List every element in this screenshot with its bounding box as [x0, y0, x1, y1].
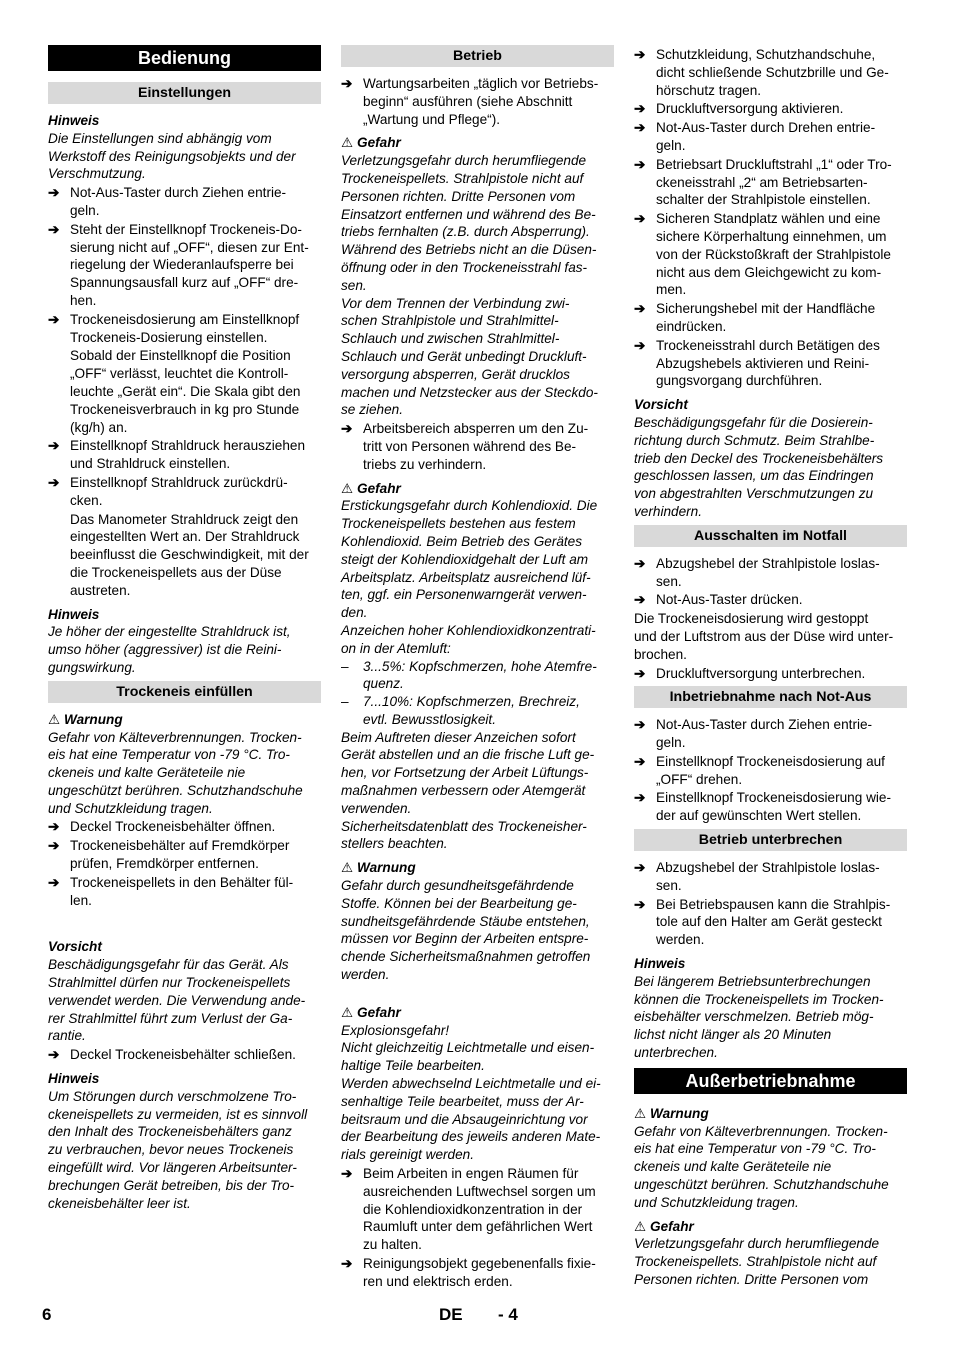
warning-icon: ⚠ [341, 1004, 354, 1020]
text-line: Bei Betriebspausen kann die Strahlpis- [656, 896, 891, 912]
text-line: sierung nicht auf „OFF“, diesen zur Ent- [70, 239, 309, 255]
text-line: Bei längerem Betriebsunterbrechungen [634, 973, 871, 989]
text-line: tritt von Personen während des Be- [363, 438, 577, 454]
text-line: eindrücken. [656, 318, 727, 334]
arrow-icon: ➔ [48, 185, 60, 201]
text-line: Not-Aus-Taster durch Ziehen entrie- [656, 717, 873, 733]
text-line: ckeneisstrahl „2“ am Betriebsarten- [656, 174, 868, 190]
text-line: von abgestrahlten Verschmutzungen zu [634, 486, 874, 502]
step-item [48, 437, 321, 473]
text-line: Erstickungsgefahr durch Kohlendioxid. Die [341, 498, 598, 514]
step-item [48, 311, 321, 347]
step-item [341, 1165, 614, 1254]
step-item [634, 119, 907, 155]
text-line: Schutzkleidung, Schutzhandschuhe, [656, 47, 876, 62]
text-line: Not-Aus-Taster durch Ziehen entrie- [70, 185, 287, 201]
warning-label: ⚠ Warnung [634, 1105, 709, 1121]
text-line: Spannungsausfall kurz auf „OFF“ dre- [70, 275, 299, 291]
sub-page-number: - 4 [498, 1305, 518, 1324]
text-line: Stoffe. Können bei der Bearbeitung ge- [341, 895, 577, 911]
text-line: eingestellten Wert an. Der Strahldruck [70, 529, 300, 545]
subsection-betrieb-unterbrechen: Betrieb unterbrechen [634, 829, 907, 851]
text-line: sen. [341, 277, 367, 293]
column-3 [634, 45, 907, 1289]
text-line: Trockeneisbehälter auf Fremdkörper [70, 838, 290, 854]
text-line: Das Manometer Strahldruck zeigt den [70, 511, 299, 527]
text-line: 7...10%: Kopfschmerzen, Brechreiz, [363, 694, 580, 710]
text-line: Trockeneisverbrauch in kg pro Stunde [70, 401, 300, 417]
text-line: Sobald der Einstellknopf die Position [70, 348, 291, 364]
arrow-icon: ➔ [634, 301, 646, 317]
arrow-icon: ➔ [341, 421, 353, 437]
text-line: gungsvorgang durchführen. [656, 373, 823, 389]
dash-item [341, 693, 614, 729]
caution-text [634, 414, 907, 521]
dash-icon: – [341, 694, 349, 710]
arrow-icon: ➔ [341, 1166, 353, 1182]
step-item [634, 859, 907, 895]
text-line: Verletzungsgefahr durch herumfliegende [634, 1236, 880, 1252]
text-line: ausreichenden Luftwechsel sorgen um [363, 1183, 596, 1199]
step-item [634, 46, 907, 99]
step-item [634, 555, 907, 591]
warning-icon: ⚠ [341, 480, 354, 496]
text-line: Abzugshebel der Strahlpistole loslas- [656, 860, 880, 876]
column-2 [341, 45, 614, 1292]
section-title-ausserbetriebnahme: Außerbetriebnahme [634, 1068, 907, 1094]
subsection-trockeneis-einfuellen: Trockeneis einfüllen [48, 681, 321, 703]
text-line: rer Strahlmittel führt zum Verlust der Ga- [48, 1010, 293, 1026]
step-item [634, 337, 907, 390]
text-line: Not-Aus-Taster drücken. [656, 592, 803, 608]
text-line: versorgung absperren, Gerät drucklos [341, 366, 570, 382]
step-item [341, 1255, 614, 1291]
text-line: Personen richten. Dritte Personen vom [341, 188, 576, 204]
text-line: hen, vor Fortsetzung der Arbeit Lüftungs- [341, 765, 589, 781]
text-line: verwenden. [341, 800, 412, 816]
text-line: Arbeitsplatz. Arbeitsplatz ausreichend lüf- [341, 569, 591, 585]
text-line: machen und Netzstecker aus der Steckdo- [341, 384, 598, 400]
text-line: beeinflusst die Geschwindigkeit, mit der [70, 547, 309, 563]
text-line: chende Sicherheitsmaßnahmen getroffen [341, 949, 591, 965]
paragraph [634, 610, 907, 663]
arrow-icon: ➔ [48, 819, 60, 835]
text-line: richtung durch Schmutz. Beim Strahlbe- [634, 432, 875, 448]
text-line: sen. [656, 573, 682, 589]
arrow-icon: ➔ [48, 474, 60, 490]
text-line: umso höher (aggressiver) ist die Reini- [48, 642, 282, 658]
step-item [634, 210, 907, 299]
text-line: Gefahr von Kälteverbrennungen. Trocken- [48, 729, 302, 745]
arrow-icon: ➔ [48, 221, 60, 237]
danger-label: ⚠ Gefahr [341, 1004, 401, 1020]
text-line: brochen. [634, 646, 687, 662]
arrow-icon: ➔ [634, 896, 646, 912]
step-item [48, 184, 321, 220]
warning-icon: ⚠ [341, 135, 354, 151]
text-line: trieb den Deckel des Trockeneisbehälters [634, 450, 884, 466]
text-line: die Kohlendioxidkonzentration in der [363, 1201, 583, 1217]
arrow-icon: ➔ [634, 790, 646, 806]
text-line: ungeschützt berühren. Schutzhandschuhe [48, 782, 303, 798]
text-line: Reinigungsobjekt gegebenenfalls fixie- [363, 1256, 596, 1271]
subsection-inbetriebnahme-nach-not-aus: Inbetriebnahme nach Not-Aus [634, 686, 907, 708]
step-item [634, 665, 907, 683]
text-line: müssen vor Beginn der Arbeiten entspre- [341, 931, 589, 947]
text-line: Sicherungshebel mit der Handfläche [656, 301, 876, 317]
text-line: rantie. [48, 1028, 86, 1044]
warning-label: ⚠ Warnung [48, 711, 123, 727]
danger-text [341, 497, 614, 657]
text-line: rials gereinigt werden. [341, 1147, 474, 1163]
text-line: beginn“ ausführen (siehe Abschnitt [363, 93, 573, 109]
subsection-einstellungen: Einstellungen [48, 82, 321, 104]
text-line: Gefahr von Kälteverbrennungen. Trocken- [634, 1123, 888, 1139]
text-line: „Wartung und Pflege“). [363, 111, 501, 127]
caution-label: Vorsicht [634, 397, 688, 413]
step-item [341, 75, 614, 128]
text-line: Beschädigungsgefahr für das Gerät. Als [48, 957, 289, 973]
text-line: maßnahmen verbessern oder Atemgerät [341, 783, 586, 799]
text-line: steigt der Kohlendioxidgehalt der Luft am [341, 551, 589, 567]
text-line: Not-Aus-Taster durch Drehen entrie- [656, 120, 876, 136]
warning-label: ⚠ Warnung [341, 860, 416, 876]
text-line: zu verbrauchen, bevor neues Trockeneis [48, 1142, 294, 1158]
text-line: nicht aus dem Gleichgewicht zu kom- [656, 264, 882, 280]
text-line: triebs zu verhindern. [363, 456, 487, 472]
text-line: austreten. [70, 582, 131, 598]
text-line: ten, ggf. ein Personenwarngerät verwen- [341, 587, 587, 603]
text-line: se ziehen. [341, 402, 403, 418]
text-line: Trockeneispellets. Strahlpistole nicht auf [634, 1254, 877, 1270]
text-line: Deckel Trockeneisbehälter schließen. [70, 1047, 296, 1063]
warning-text [341, 877, 614, 984]
step-item [634, 716, 907, 752]
text-line: Vor dem Trennen der Verbindung zwi- [341, 295, 570, 311]
text-line: der auf gewünschten Wert stellen. [656, 808, 862, 824]
text-line: und Schutzkleidung tragen. [634, 1194, 799, 1210]
text-line: stellers beachten. [341, 836, 448, 852]
text-line: zu halten. [363, 1237, 422, 1253]
text-line: len. [70, 892, 92, 908]
text-line: ungeschützt berühren. Schutzhandschuhe [634, 1177, 889, 1193]
text-line: Während des Betriebs nicht an die Düsen- [341, 242, 597, 258]
arrow-icon: ➔ [634, 717, 646, 733]
text-line: Beim Auftreten dieser Anzeichen sofort [341, 729, 576, 745]
warning-icon: ⚠ [634, 1105, 647, 1121]
caution-text [48, 956, 321, 1045]
note-label: Hinweis [48, 113, 100, 128]
text-line: beitsraum und die Absaugeinrichtung vor [341, 1111, 588, 1127]
arrow-icon: ➔ [48, 874, 60, 890]
text-line: Beschädigungsgefahr für die Dosierein- [634, 414, 873, 430]
step-item [48, 874, 321, 910]
danger-label: ⚠ Gefahr [341, 480, 401, 496]
text-line: eisbehälter verschmelzen. Betrieb mög- [634, 1009, 874, 1025]
text-line: die Trockeneispellets aus der Düse [70, 564, 282, 580]
warning-text [48, 729, 321, 818]
text-line: und Strahldruck einstellen. [70, 456, 231, 472]
text-line: Steht der Einstellknopf Trockeneis-Do- [70, 221, 302, 237]
text-line: Schlauch und zwischen Strahlmittel- [341, 331, 560, 347]
text-line: triebs fernhalten (z.B. durch Absperrung). [341, 224, 590, 240]
text-line: senhaltige Teile bearbeitet, muss der Ar- [341, 1093, 584, 1109]
text-line: ckeneis und kalte Geräteteile nie [48, 765, 246, 781]
text-line: „OFF“ verlässt, leuchtet die Kontroll- [70, 366, 289, 382]
text-line: Einstellknopf Trockeneisdosierung auf [656, 753, 885, 769]
text-line: Abzugshebels aktivieren und Reini- [656, 355, 870, 371]
arrow-icon: ➔ [634, 592, 646, 608]
text-line: öffnung oder in den Trockeneisstrahl fas- [341, 259, 588, 275]
text-line: Werkstoff des Reinigungsobjekts und der [48, 148, 296, 164]
text-line: Gefahr durch gesundheitsgefährdende [341, 878, 574, 894]
step-result [48, 347, 321, 436]
text-line: gungswirkung. [48, 659, 136, 675]
text-line: verwendet werden. Die Verwendung ande- [48, 992, 306, 1008]
text-line: Einstellknopf Strahldruck zurückdrü- [70, 474, 288, 490]
text-line: „OFF“ drehen. [656, 771, 743, 787]
text-line: dicht schließende Schutzbrille und Ge- [656, 64, 889, 80]
arrow-icon: ➔ [634, 665, 646, 681]
text-line: 3...5%: Kopfschmerzen, hohe Atemfre- [363, 658, 597, 674]
arrow-icon: ➔ [634, 555, 646, 571]
text-line: Einstellknopf Trockeneisdosierung wie- [656, 790, 891, 806]
text-line: Trockeneisstrahl durch Betätigen des [656, 337, 880, 353]
arrow-icon: ➔ [48, 838, 60, 854]
text-line: den. [341, 605, 368, 621]
step-result [48, 511, 321, 600]
text-line: hen. [70, 292, 97, 308]
arrow-icon: ➔ [634, 156, 646, 172]
text-line: Die Einstellungen sind abhängig vom [48, 130, 272, 146]
language-code: DE [439, 1305, 463, 1324]
text-line: Nicht gleichzeitig Leichtmetalle und eisen- [341, 1040, 595, 1056]
text-line: evtl. Bewusstlosigkeit. [363, 711, 496, 727]
text-line: sichere Körperhaltung einnehmen, um [656, 228, 887, 244]
page-number: 6 [42, 1305, 52, 1324]
text-line: geschlossen lassen, um das Eindringen [634, 468, 874, 484]
arrow-icon: ➔ [634, 101, 646, 117]
note-text [48, 623, 321, 676]
note-text [48, 1088, 321, 1213]
text-line: ckeneispellets zu vermeiden, ist es sinnvoll [48, 1106, 308, 1122]
text-line: Schlauch und Gerät unbedingt Druckluft- [341, 348, 587, 364]
step-item [48, 474, 321, 510]
text-line: von der Rückstoßkraft der Strahlpistole [656, 246, 891, 262]
text-line: Verletzungsgefahr durch herumfliegende [341, 153, 587, 169]
text-line: Um Störungen durch verschmolzene Tro- [48, 1088, 297, 1104]
text-line: Personen richten. Dritte Personen vom [634, 1272, 869, 1288]
text-line: Verschmutzung. [48, 166, 146, 182]
text-line: cken. [70, 492, 103, 508]
text-line: Trockeneispellets in den Behälter fül- [70, 874, 294, 890]
text-line: Explosionsgefahr! [341, 1022, 450, 1038]
text-line: lichst nicht länger als 20 Minuten [634, 1027, 832, 1043]
warning-icon: ⚠ [48, 711, 61, 727]
text-line: ckeneisbehälter leer ist. [48, 1195, 191, 1211]
text-line: unterbrechen. [634, 1045, 718, 1061]
text-line: men. [656, 282, 687, 298]
step-item [48, 818, 321, 836]
note-label: Hinweis [48, 1071, 100, 1087]
arrow-icon: ➔ [634, 753, 646, 769]
text-line: Je höher der eingestellte Strahldruck ist, [48, 624, 291, 640]
text-line: Arbeitsbereich absperren um den Zu- [363, 421, 589, 437]
caution-label: Vorsicht [48, 939, 102, 955]
subsection-betrieb: Betrieb [341, 45, 614, 67]
note-text [634, 973, 907, 1062]
text-line: Sicheren Standplatz wählen und eine [656, 211, 881, 227]
danger-label: ⚠ Gefahr [341, 135, 401, 151]
text-line: prüfen, Fremdkörper entfernen. [70, 856, 259, 872]
step-item [48, 1046, 321, 1064]
step-item [634, 789, 907, 825]
dash-icon: – [341, 658, 349, 674]
text-line: Sicherheitsdatenblatt des Trockeneisher- [341, 818, 587, 834]
dash-item [341, 658, 614, 694]
text-line: sundheitsgefährdende Stäube entstehen, [341, 913, 590, 929]
text-line: ren und elektrisch erden. [363, 1273, 513, 1289]
text-line: geln. [70, 202, 100, 218]
text-line: (kg/h) an. [70, 419, 128, 435]
danger-text [341, 729, 614, 854]
step-item [634, 300, 907, 336]
step-item [341, 420, 614, 473]
text-line: und Schutzkleidung tragen. [48, 800, 213, 816]
step-item [634, 896, 907, 949]
arrow-icon: ➔ [48, 311, 60, 327]
text-line: Abzugshebel der Strahlpistole loslas- [656, 555, 880, 571]
text-line: haltige Teile bearbeiten. [341, 1058, 485, 1074]
text-line: verhindern. [634, 503, 703, 519]
text-line: können die Trockeneispellets im Trocken- [634, 991, 884, 1007]
text-line: den Inhalt des Trockeneisbehälters ganz [48, 1124, 292, 1140]
text-line: ckeneis und kalte Geräteteile nie [634, 1159, 832, 1175]
subsection-ausschalten-im-notfall: Ausschalten im Notfall [634, 525, 907, 547]
text-line: Druckluftversorgung unterbrechen. [656, 665, 866, 681]
warning-icon: ⚠ [341, 860, 354, 876]
text-line: Betriebsart Druckluftstrahl „1“ oder Tro- [656, 156, 892, 172]
step-item [48, 837, 321, 873]
arrow-icon: ➔ [634, 337, 646, 353]
text-line: quenz. [363, 676, 404, 692]
text-line: brechungen Gerät betreiben, bis der Tro- [48, 1177, 295, 1193]
text-line: Raumluft unter dem gefährlichen Wert [363, 1219, 593, 1235]
warning-text [634, 1123, 907, 1212]
text-line: Trockeneisdosierung am Einstellknopf [70, 311, 300, 327]
text-line: Trockeneispellets. Strahlpistole nicht auf [341, 170, 584, 186]
text-line: und der Luftstrom aus der Düse wird unter- [634, 628, 894, 644]
text-line: schalter der Strahlpistole einstellen. [656, 192, 871, 208]
danger-text [341, 152, 614, 419]
arrow-icon: ➔ [634, 47, 646, 62]
text-line: on in der Atemluft: [341, 640, 451, 656]
danger-text [341, 1022, 614, 1164]
text-line: Beim Arbeiten in engen Räumen für [363, 1166, 579, 1182]
arrow-icon: ➔ [48, 1047, 60, 1063]
arrow-icon: ➔ [634, 211, 646, 227]
text-line: riegelung der Wiederanlaufsperre bei [70, 257, 294, 273]
step-item [48, 221, 321, 310]
text-line: Trockeneispellets bestehen aus festem [341, 516, 576, 532]
arrow-icon: ➔ [48, 438, 60, 454]
text-line: Trockeneis-Dosierung einstellen. [70, 329, 268, 345]
text-line: eis hat eine Temperatur von -79 °C. Tro- [634, 1141, 876, 1157]
arrow-icon: ➔ [634, 860, 646, 876]
text-line: tole auf den Halter am Gerät gesteckt [656, 914, 882, 930]
text-line: Einstellknopf Strahldruck herausziehen [70, 438, 306, 454]
note-label: Hinweis [48, 606, 100, 622]
text-line: hörschutz tragen. [656, 82, 762, 98]
note-label: Hinweis [634, 956, 686, 972]
arrow-icon: ➔ [341, 1256, 353, 1271]
text-line: Gerät abstellen und an die frische Luft ge- [341, 747, 595, 763]
text-line: werden. [341, 967, 390, 983]
danger-text [634, 1235, 907, 1288]
note-text [48, 130, 321, 183]
column-1 [48, 45, 321, 1212]
text-line: geln. [656, 735, 686, 751]
danger-label: ⚠ Gefahr [634, 1218, 694, 1234]
text-line: eis hat eine Temperatur von -79 °C. Tro- [48, 747, 290, 763]
text-line: leuchte „Gerät ein“. Die Skala gibt den [70, 383, 301, 399]
text-line: Kohlendioxid. Beim Betrieb des Gerätes [341, 533, 583, 549]
text-line: Werden abwechselnd Leichtmetalle und ei- [341, 1076, 601, 1092]
text-line: der Bearbeitung des jeweils anderen Mate- [341, 1129, 601, 1145]
arrow-icon: ➔ [634, 120, 646, 136]
text-line: Strahlmittel dürfen nur Trockeneispellets [48, 975, 291, 991]
section-title-bedienung: Bedienung [48, 45, 321, 71]
text-line: Einsatzort entfernen und während des Be- [341, 206, 596, 222]
step-item [634, 753, 907, 789]
warning-icon: ⚠ [634, 1218, 647, 1234]
arrow-icon: ➔ [341, 76, 353, 91]
step-item [634, 100, 907, 118]
text-line: werden. [656, 932, 705, 948]
step-item [634, 591, 907, 609]
text-line: Die Trockeneisdosierung wird gestoppt [634, 611, 869, 627]
step-item [634, 156, 907, 209]
text-line: sen. [656, 877, 682, 893]
text-line: Anzeichen hoher Kohlendioxidkonzentrati- [341, 622, 596, 638]
text-line: Deckel Trockeneisbehälter öffnen. [70, 819, 276, 835]
text-line: schen Strahlpistole und Strahlmittel- [341, 313, 559, 329]
text-line: geln. [656, 137, 686, 153]
text-line: Druckluftversorgung aktivieren. [656, 101, 844, 117]
text-line: Wartungsarbeiten „täglich vor Betriebs- [363, 76, 599, 91]
text-line: eingefüllt wird. Vor längeren Arbeitsunter- [48, 1160, 297, 1176]
